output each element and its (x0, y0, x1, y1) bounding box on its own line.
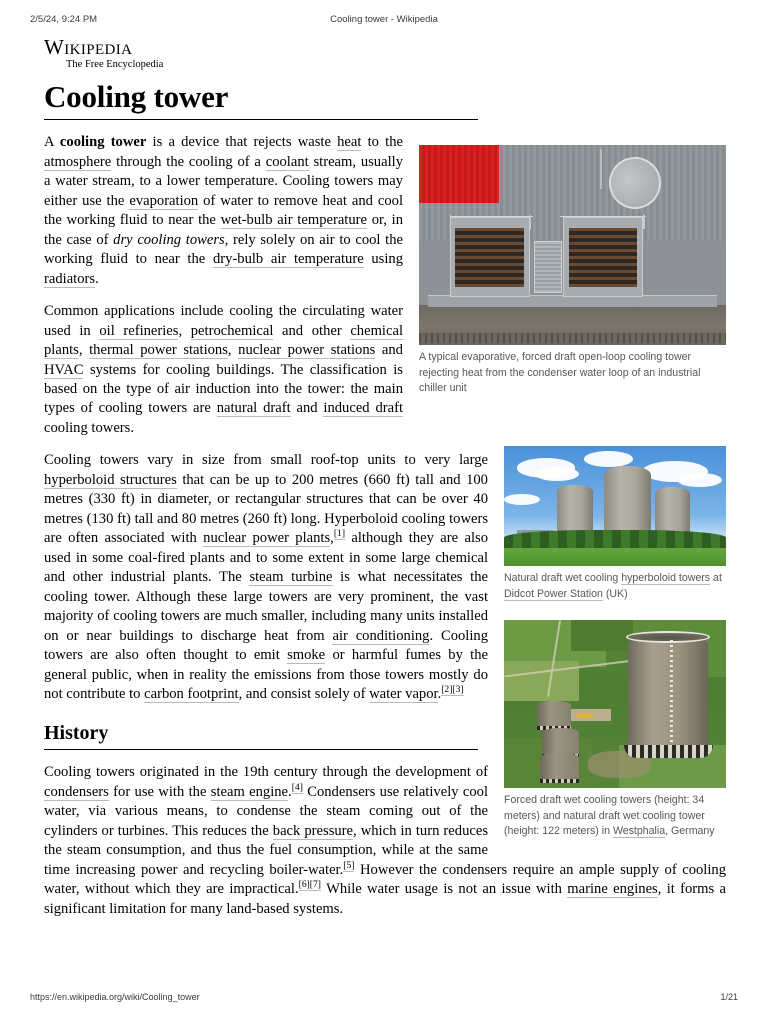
text-run: However the condensers require an ample supply of cooling water, without which they are impractical. (44, 861, 726, 898)
text-run: While water usage is not an issue with (321, 881, 568, 898)
citation-1[interactable] (334, 528, 345, 540)
citation-6-7[interactable] (299, 879, 321, 891)
figure-didcot-power-station (504, 446, 726, 602)
link-didcot-power-station[interactable]: Didcot Power Station (504, 587, 603, 600)
text-run: , Germany (665, 825, 715, 838)
photo-forced-draft-cooling-tower (419, 145, 726, 345)
text-run: , (227, 342, 239, 359)
wikipedia-tagline: The Free Encyclopedia (66, 59, 164, 71)
link-natural-draft[interactable]: natural draft (216, 400, 291, 417)
text-run: using (363, 251, 403, 268)
link-oil-refineries[interactable]: oil refineries (99, 322, 179, 339)
link-steam-engine[interactable]: steam engine (210, 783, 289, 800)
link-westphalia[interactable]: Westphalia (612, 825, 666, 838)
text-run: for use with the (108, 783, 211, 800)
link-marine-engines[interactable]: marine engines (567, 881, 658, 898)
text-run: is what necessitates the cooling tower. Although these large towers are very prominent, the vast majority of cooling towers are much smaller, including many units installed on or near buildings to discharge heat from (44, 569, 488, 644)
citation-link[interactable]: [1] (333, 528, 346, 540)
text-run: , rely solely on air to cool the working fluid to near the (44, 231, 404, 268)
text-run: , (330, 530, 334, 547)
link-heat[interactable]: heat (337, 134, 362, 151)
text-run: Common applications include cooling the circulating water used in (44, 303, 403, 339)
wikipedia-wordmark: Wikipedia (44, 35, 133, 59)
text-run: , and consist solely of (238, 686, 370, 703)
link-evaporation[interactable]: evaporation (129, 192, 199, 209)
link-water-vapor[interactable]: water vapor (369, 686, 438, 703)
text-run: and other (273, 322, 351, 339)
link-thermal-power-stations[interactable]: thermal power stations (89, 342, 228, 359)
text-run: , it forms a significant limitation for many land-based systems. (44, 881, 727, 917)
link-chemical-plants[interactable]: chemical plants (44, 322, 403, 359)
text-run: . (95, 270, 99, 287)
text-run: or, in the case of (44, 212, 404, 248)
figure-westphalia-cooling-towers (504, 620, 726, 839)
print-footer (0, 992, 768, 1006)
link-wet-bulb-air-temperature[interactable]: wet-bulb air temperature (220, 212, 367, 229)
photo-westphalia-aerial (504, 620, 726, 788)
text-run: (UK) (602, 587, 628, 600)
link-condensers[interactable]: condensers (44, 783, 109, 800)
text-run: Cooling towers originated in the 19th century through the development of (44, 764, 488, 781)
section-heading-history: History (44, 722, 478, 750)
link-smoke[interactable]: smoke (287, 647, 326, 664)
text-run: . Cooling towers are also often thought to emit (44, 627, 488, 664)
link-back-pressure[interactable]: back pressure (272, 822, 354, 839)
text-run: or harmful fumes by the general public, when in reality the emissions from those towers mostly do not contribute to (44, 647, 489, 703)
text-run: Natural draft wet cooling (504, 572, 622, 585)
cooling-tower-shape (604, 466, 651, 540)
text-run: , (178, 322, 191, 339)
text-run: systems for cooling buildings. The classification is based on the type of air induction into the tower: the main types of cooling towers are (44, 361, 403, 417)
citation-link[interactable]: [6][7] (298, 879, 321, 891)
link-coolant[interactable]: coolant (265, 153, 309, 170)
link-induced-draft[interactable]: induced draft (323, 400, 403, 417)
text-run: cooling towers. (44, 419, 134, 436)
link-nuclear-power-plants[interactable]: nuclear power plants (203, 530, 331, 547)
link-hyperboloid-structures[interactable]: hyperboloid structures (44, 471, 177, 488)
forced-draft-tower-shape (537, 701, 570, 728)
link-carbon-footprint[interactable]: carbon footprint (144, 686, 239, 703)
forced-draft-tower-shape (540, 753, 580, 782)
text-run: Cooling towers vary in size from small roof-top units to very large (44, 452, 488, 469)
citation-2-3[interactable] (441, 684, 463, 696)
citation-link[interactable]: [4] (291, 782, 303, 794)
text-run: . (288, 783, 292, 800)
text-run: stream, usually a water stream, to a lower temperature. Cooling towers may either use the (44, 153, 403, 209)
text-run: , which in turn reduces the steam consumption, and thus the fuel consumption, while at the same time increasing power and recycling boiler-water. (44, 822, 488, 878)
text-run: , (78, 342, 90, 359)
term-cooling-tower: cooling tower (59, 134, 147, 151)
print-page-number: 1/21 (720, 992, 738, 1002)
citation-link[interactable]: [5] (343, 859, 355, 871)
link-steam-turbine[interactable]: steam turbine (249, 569, 333, 586)
link-petrochemical[interactable]: petrochemical (190, 322, 274, 339)
wikipedia-logo (44, 36, 726, 72)
link-nuclear-power-stations[interactable]: nuclear power stations (238, 342, 376, 359)
text-run: . (437, 686, 442, 703)
link-hyperboloid-towers[interactable]: hyperboloid towers (621, 572, 711, 585)
citation-5[interactable] (343, 860, 354, 872)
term-dry-cooling-towers: dry cooling towers (113, 231, 225, 248)
print-doc-title: Cooling tower - Wikipedia (330, 14, 438, 25)
text-run: at (710, 572, 722, 585)
photo-didcot-cooling-towers (504, 446, 726, 566)
link-radiators[interactable]: radiators (44, 270, 96, 287)
figure-caption (504, 571, 726, 602)
page-body (44, 36, 726, 919)
citation-link[interactable]: [2][3] (441, 684, 464, 696)
text-run: and (290, 400, 324, 417)
text-run: A (44, 134, 60, 151)
text-run: of water to remove heat and cool the working fluid to near the (44, 192, 404, 229)
text-run: is a device that rejects waste (146, 134, 338, 151)
text-run: that can be up to 200 metres (660 ft) tall and 100 metres (330 ft) in diameter, or rectangular structures that can be over 40 metres (130 ft) tall and 80 metres (260 ft) long. Hyperboloid cooling towers are often associated with (44, 471, 488, 547)
red-wall-panel (419, 145, 499, 203)
print-header (0, 14, 768, 28)
text-run: through the cooling of a (111, 153, 266, 170)
figure-forced-draft-cooling-tower (419, 145, 726, 396)
text-run: Condensers use relatively cool water, via various means, to condense the steam coming out of the cylinders or turbines. This reduces the (44, 783, 489, 839)
text-run: Forced draft wet cooling towers (height: 34 meters) and natural draft wet cooling tower (height: 122 meters) in (504, 794, 705, 838)
page-title: Cooling tower (44, 80, 478, 121)
link-air-conditioning[interactable]: air conditioning (332, 627, 430, 644)
link-atmosphere[interactable]: atmosphere (44, 153, 112, 170)
citation-4[interactable] (292, 782, 303, 794)
link-hvac[interactable]: HVAC (44, 361, 84, 378)
article-content (44, 133, 726, 919)
figure-caption (504, 793, 726, 839)
print-timestamp: 2/5/24, 9:24 PM (30, 14, 98, 25)
text-run: although they are also used in some coal-fired plants and to some extent in some large chemical and other industrial plants. The (44, 530, 488, 586)
natural-draft-tower-shape (628, 634, 708, 755)
text-run: to the (361, 134, 403, 151)
print-source-url: https://en.wikipedia.org/wiki/Cooling_tower (30, 992, 200, 1002)
figure-caption: A typical evaporative, forced draft open-loop cooling tower rejecting heat from the condenser water loop of an industrial chiller unit (419, 351, 701, 395)
text-run: and (375, 342, 403, 359)
link-dry-bulb-air-temperature[interactable]: dry-bulb air temperature (212, 251, 364, 268)
